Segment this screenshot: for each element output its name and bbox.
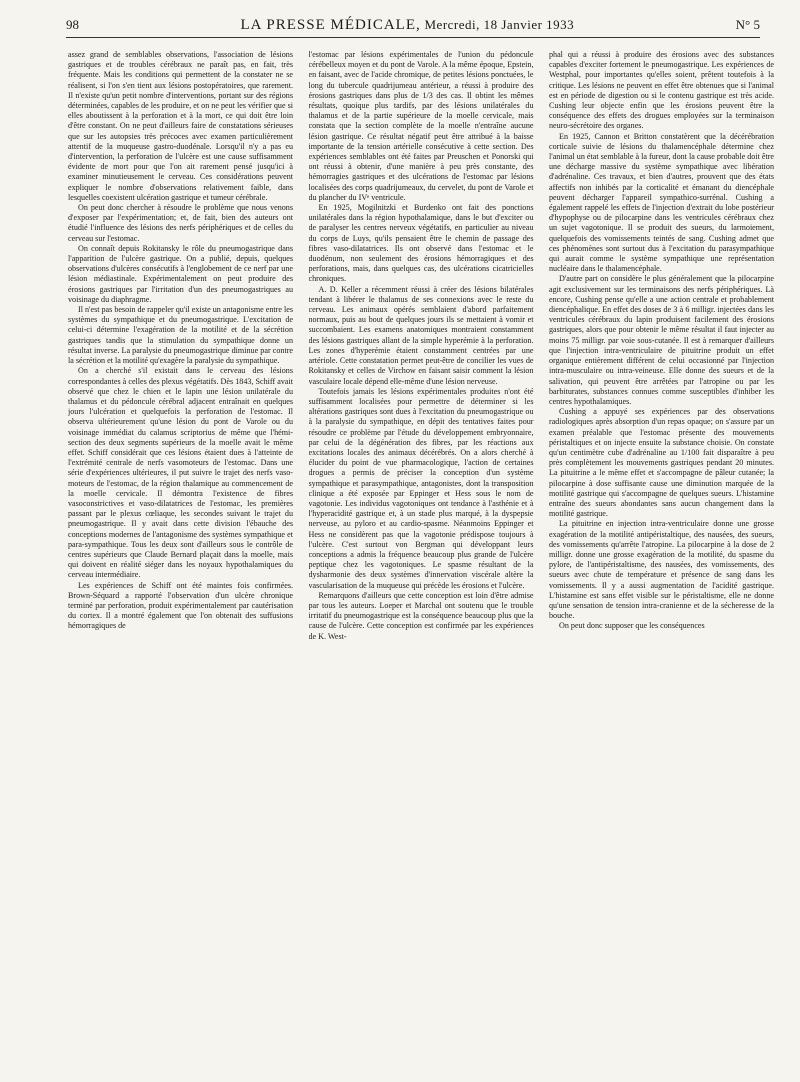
- paragraph: Remarquons d'ailleurs que cette conception est loin d'être admise par tous les auteurs. Loeper et Marchal ont soutenu que le trouble irritatif du pneumogastrique est la conséquence beaucoup plus que la cause de l'ulcère. Cette conception est confirmée par les expériences de K. West-: [308, 590, 534, 641]
- paragraph: On connaît depuis Rokitansky le rôle du pneumogastrique dans l'apparition de l'ulcère gastrique. On a publié, depuis, quelques observations d'ulcères consécutifs à l'englobement de ce nerf par une lésion médiastinale. Expérimentalement on peut produire des érosions gastriques par l'irritation d'un des pneumogastriques au voisinage du diaphragme.: [68, 243, 293, 304]
- paragraph: Toutefois jamais les lésions expérimentales produites n'ont été suffisamment localisées pour permettre de déterminer si les altérations gastriques sont dues à l'excitation du pneumogastrique ou à la paralysie du sympathique, en dépit des tentatives faites pour résoudre ce problème par l'étude du développement embryonnaire, par celui de la dégénération des fibres, par les réactions aux excitations locales des animaux décérébrés. On a alors cherché à élucider du point de vue pharmacologique, l'action de certaines drogues a permis de préciser la conception d'un système sympathique et parasympathique, antagonistes, dont la transposition clinique a été exposée par Eppinger et Hess sous le nom de vagotonie. Les individus vagotoniques ont tendance à l'asthénie et à l'hyperacidité gastrique et, à un stade plus marqué, à la dyspepsie nerveuse, au pyloro et au cardio-spasme. Néanmoins Eppinger et Hess ne considèrent pas que la vagotonie prédispose toujours à l'ulcère. C'est surtout von Bergman qui développant leurs conceptions a admis la fréquence beaucoup plus grande de l'ulcère peptique chez les vagotoniques. Le spasme résultant de la dysharmonie des deux systèmes d'innervation viscérale altère la vascularisation de la muqueuse qui précède les érosions et l'ulcère.: [308, 386, 534, 590]
- paragraph: On a cherché s'il existait dans le cerveau des lésions correspondantes à celles des plexus végétatifs. Dès 1843, Schiff avait observé que chez le chien et le lapin une lésion unilatérale du thalamus et du pédoncule cérébral adjacent entraînait en quelques jours l'ulcération et quelquefois la perforation de l'estomac. Il observa ultérieurement qu'une lésion du pont de Varole ou du voisinage immédiat du calamus scriptorius de même que l'hémi-section des deux segments supérieurs de la moelle avait le même effet. Schiff considérait que ces lésions étaient dues à l'atteinte de l'extrémité centrale de nerfs vasomoteurs de l'estomac. Dans une série d'expériences ultérieures, il put suivre le trajet des nerfs vaso-moteurs de l'estomac, de la région thalamique au commencement de la moelle cervicale. Il démontra l'existence de fibres vasoconstrictives et vaso-dilatatrices de l'estomac, les premières passant par le plexus cœliaque, les secondes suivant le trajet du pneumogastrique. Il y avait dans cette division l'ébauche des conceptions modernes de l'antagonisme des systèmes sympathique et para-sympathique. Tous les deux sont d'ailleurs sous le contrôle de centres supérieurs que Claude Bernard plaçait dans la moelle, mais qui doivent en réalité siéger dans les noyaux hypothalamiques du cerveau intermédiaire.: [68, 366, 293, 580]
- page-number: 98: [66, 17, 79, 32]
- page-header: [66, 17, 760, 38]
- paragraph: Il n'est pas besoin de rappeler qu'il existe un antagonisme entre les systèmes du sympathique et du pneumogastrique. L'excitation de celui-ci détermine l'exagération de la motilité et de la sécrétion gastriques tandis que la stimulation du sympathique donne un résultat inverse. La paralysie du pneumogastrique diminue par contre la sécrétion et la motilité qu'exagère la paralysie du sympathique.: [68, 305, 293, 366]
- article-columns: [68, 50, 774, 1070]
- header-center: [240, 17, 574, 34]
- journal-title: LA PRESSE MÉDICALE,: [240, 17, 421, 33]
- issue-number: N° 5: [735, 17, 760, 32]
- paragraph: D'autre part on considère le plus généralement que la pilocarpine agit exclusivement sur les terminaisons des nerfs périphériques. Là encore, Cushing pense qu'elle a une action centrale et probablement diencéphalique. En effet des doses de 3 à 6 milligr. injectées dans les ventricules cérébraux du lapin produisent facilement des érosions gastriques, alors que pour obtenir le même résultat il faut injecter au moins 75 milligr. par voie sous-cutanée. Il est à remarquer d'ailleurs que l'injection intra-ventriculaire de pituitrine produit un effet organique entièrement différent de celui occasionné par l'injection intra-musculaire ou intra-veineuse. Elle donne des sueurs et de la salivation, qui peuvent être arrêtées par l'atropine ou par les barbiturates, substances connues comme susceptibles d'inhiber les centres hypothalamiques.: [549, 274, 774, 406]
- column-1: [68, 50, 293, 1070]
- paragraph: La pituitrine en injection intra-ventriculaire donne une grosse exagération de la motilité antipéristaltique, des nausées, des sueurs, des vomissements qu'arrête l'atropine. La pilocarpine à la dose de 2 milligr. donne une grosse exagération de la motilité, du spasme du pylore, de l'antipéristaltisme, des nausées, des vomissements, des sueurs avec chute de température et présence de sang dans les vomissements. Il y a aussi augmentation de l'acidité gastrique. L'histamine est sans effet visible sur le péristaltisme, elle ne donne qu'une sensation de tension intra-cranienne et de la sécheresse de la bouche.: [549, 519, 774, 621]
- paragraph: A. D. Keller a récemment réussi à créer des lésions bilatérales tendant à libérer le thalamus de ses connexions avec le reste du cerveau. Les animaux opérés semblaient d'abord parfaitement normaux, puis au bout de quelques jours ils se mettaient à vomir et succombaient. Les examens anatomiques montraient constamment des lésions gastriques allant de la simple hyperémie à la perforation. Les zones d'hyperémie étaient constamment centrées par une artériole. Cette constatation permet peut-être de concilier les vues de Rokitansky et celles de Virchow en faisant saisir comment la lésion vasculaire locale dépend elle-même d'une lésion nerveuse.: [308, 284, 534, 386]
- paragraph: Les expériences de Schiff ont été maintes fois confirmées. Brown-Séquard a rapporté l'observation d'un ulcère chronique terminé par perforation, produit expérimentalement par cautérisation du cortex. Il a montré également que l'on obtenait des suffusions hémorragiques de: [68, 580, 293, 631]
- issue-date: Mercredi, 18 Janvier 1933: [424, 17, 575, 32]
- column-2: [309, 50, 534, 1070]
- paragraph: l'estomac par lésions expérimentales de l'union du pédoncule cérébelleux moyen et du pont de Varole. A la même époque, Epstein, en faisant, avec de l'acide chromique, de petites lésions ponctuées, le long du tubercule quadrijumeau antérieur, a réussi à produire des érosions gastriques dans plus de 1/3 des cas. Il obtint les mêmes résultats, quoique plus tardifs, par des lésions unilatérales du thalamus et de la partie supérieure de la moelle cervicale, mais constata que la section complète de la moelle n'entraîne aucune lésion gastrique. Ce résultat négatif peut être attribué à la baisse importante de la tension artérielle consécutive à cette section. Des expériences semblables ont été faites par Preuschen et Ponorski qui ont réussi à obtenir, d'une manière à peu près constante, des hémorragies gastriques et des ulcérations de l'estomac par lésions localisées des corps quadrijumeaux, du cervelet, du pont de Varole et du plancher du IVᵉ ventricule.: [308, 50, 534, 202]
- paragraph: assez grand de semblables observations, l'association de lésions gastriques et de troubles cérébraux ne paraît pas, en fait, très fréquente. Mais les conditions qui permettent de la constater ne se réalisent, si l'on s'en tient aux lésions postopératoires, que rarement. Il n'existe qu'un petit nombre d'interventions, portant sur des régions déterminées, capables de les produire, et on ne peut les vérifier que si elles aboutissent à la perforation et à la mort, ce qui doit être loin d'être constant. On ne peut d'ailleurs faire de constatations sérieuses que sur les autopsies très précoces avec examen particulièrement attentif de la muqueuse gastro-duodénale. Lorsqu'il n'y a pas eu d'intervention, la perforation de l'ulcère est une cause suffisamment évidente de mort pour que l'on ait rarement pensé jusqu'ici à examiner minutieusement le cerveau. Ces considérations peuvent expliquer le nombre d'observations relativement faible, dans lesquelles coexistent ulcération gastrique et tumeur cérébrale.: [68, 50, 293, 202]
- paragraph: En 1925, Cannon et Britton constatèrent que la décérébration corticale suivie de lésions du thalamencéphale détermine chez l'animal un état semblable à la fureur, dont la cause probable doit être une décharge massive du système sympathique avec libération d'adrénaline. Ces travaux, et bien d'autres, prouvent que des états affectifs non inhibés par la corticalité et émanant du diencéphale peuvent décharger l'appareil sympathico-surrénal. Cushing a également rappelé les effets de l'injection d'extrait du lobe postérieur d'hypophyse ou de pilocarpine dans les ventricules cérébraux chez un sujet vagotonique. Il se produit des sueurs, du larmoiement, quelquefois des vomissements teintés de sang. Cushing admet que ces phénomènes sont surtout dus à l'excitation du parasympathique qui aurait comme le système sympathique une représentation nucléaire dans le thalamencéphale.: [549, 131, 774, 274]
- paragraph: On peut donc supposer que les conséquences: [559, 621, 705, 631]
- column-3: [549, 50, 774, 1070]
- paragraph: On peut donc chercher à résoudre le problème que nous venons d'exposer par l'expérimentation; et, de fait, bien des auteurs ont étudié l'influence des lésions des nerfs périphériques et de celles du cerveau sur l'estomac.: [68, 203, 293, 243]
- paragraph: En 1925, Mogilnitzki et Burdenko ont fait des ponctions unilatérales dans la région hypothalamique, dans le but d'exciter ou de paralyser les centres nerveux végétatifs, en particulier au niveau du corps de Luys, qu'ils pensaient être le chemin de passage des fibres vaso-dilatatrices. Ils ont observé dans l'estomac et le duodénum, non seulement des érosions hémorragiques et des perforations, mais, dans quelques cas, des ulcérations cicatricielles chroniques.: [308, 203, 534, 284]
- paragraph: phal qui a réussi à produire des érosions avec des substances capables d'exciter fortement le pneumogastrique. Les expériences de Westphal, pour importantes qu'elles soient, prêtent toutefois à la critique. Les lésions ne peuvent en effet être obtenues que si l'animal est en période de digestion ou si le contenu gastrique est très acide. Cushing leur objecte enfin que les érosions peuvent être la conséquence des effets des drogues employées sur la terminaison neuro-sécrétoire des organes.: [549, 50, 774, 131]
- paragraph: Cushing a appuyé ses expériences par des observations radiologiques après absorption d'un repas opaque; on s'assure par un examen préalable que l'estomac présente des mouvements péristaltiques et on injecte ensuite la substance choisie. On constate qu'un centimètre cube d'adrénaline au 1/100 fait disparaître à peu près complètement les mouvements gastriques pendant 20 minutes. La pituitrine a le même effet et s'accompagne de pâleur cutanée; la pilocarpine à dose suffisante cause une diminution marquée de la motilité gastrique qui s'accompagne de quelques sueurs. L'histamine entraîne des sueurs abondantes sans aucun changement dans la motilité gastrique.: [549, 407, 774, 519]
